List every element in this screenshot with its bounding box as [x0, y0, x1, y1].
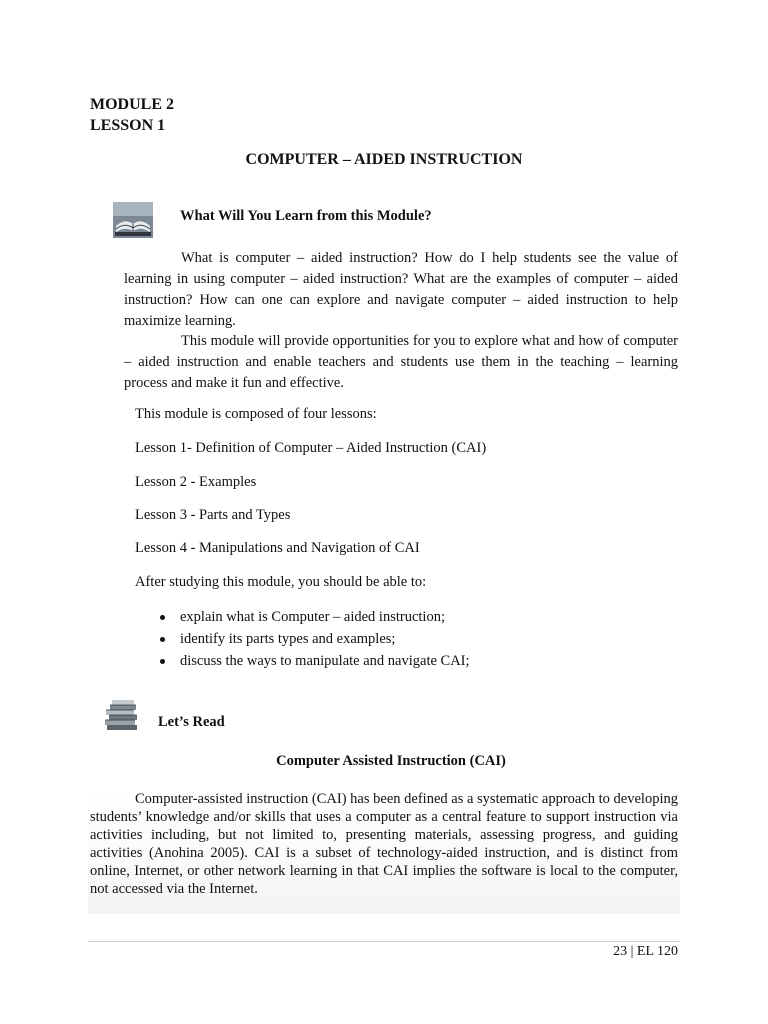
- objectives-intro: After studying this module, you should be able to:: [135, 574, 427, 590]
- objective-item: identify its parts types and examples;: [158, 628, 470, 650]
- lesson-item: Lesson 4 - Manipulations and Navigation of CAI: [135, 540, 420, 556]
- module-label: MODULE 2: [90, 96, 174, 113]
- cai-paragraph: Computer-assisted instruction (CAI) has been defined as a systematic approach to developing students’ knowledge and/or skills that uses a computer as a central feature to support instruction via activities including, but not limited to, presenting materials, assessing progress, and guiding activities (Anohina 2005). CAI is a subset of technology-aided instruction, and is distinct from online, Internet, or other network learning in that CAI implies the software is local to the computer, not accessed via the Internet.: [90, 791, 678, 897]
- intro-paragraph-1: What is computer – aided instruction? How do I help students see the value of learning in using computer – aided instruction? What are the examples of computer – aided instruction? How can one can explore and navigate computer – aided instruction to help maximize learning.: [124, 250, 678, 329]
- page-number: 23 | EL 120: [613, 944, 678, 959]
- lets-read-heading: Let’s Read: [158, 714, 225, 730]
- objectives-list: [158, 606, 470, 672]
- cai-subtitle: Computer Assisted Instruction (CAI): [276, 753, 506, 769]
- objective-item: discuss the ways to manipulate and navigate CAI;: [158, 650, 470, 672]
- intro-paragraph-2: This module will provide opportunities for you to explore what and how of computer – aided instruction and enable teachers and students use them in the teaching – learning process and make it fun and effective.: [124, 333, 678, 391]
- objective-item: explain what is Computer – aided instruction;: [158, 606, 470, 628]
- composed-intro: This module is composed of four lessons:: [135, 406, 377, 422]
- lesson-item: Lesson 3 - Parts and Types: [135, 507, 291, 523]
- lesson-item: Lesson 1- Definition of Computer – Aided Instruction (CAI): [135, 440, 487, 456]
- learn-heading: What Will You Learn from this Module?: [180, 208, 432, 224]
- footer-divider: [88, 941, 680, 942]
- book-stack-icon: [101, 697, 141, 733]
- lesson-label: LESSON 1: [90, 117, 166, 134]
- lesson-item: Lesson 2 - Examples: [135, 474, 257, 490]
- page-title: COMPUTER – AIDED INSTRUCTION: [245, 151, 523, 168]
- open-book-icon: [113, 202, 153, 238]
